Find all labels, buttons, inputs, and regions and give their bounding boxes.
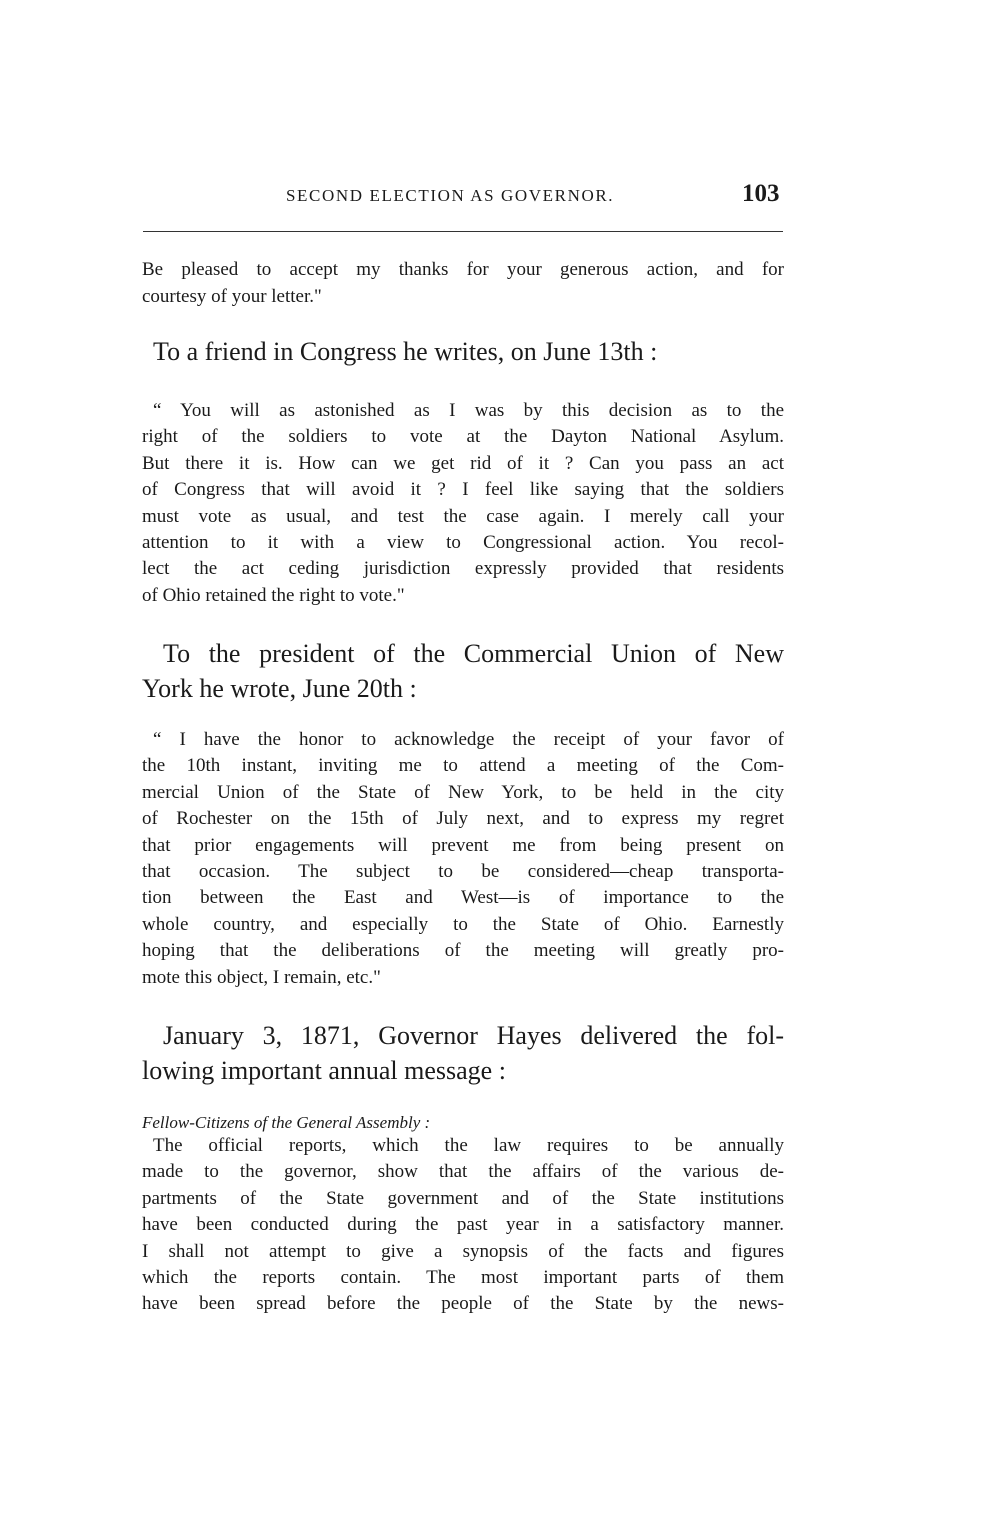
text-line: whole country, and especially to the State of Ohio. Earnestly — [142, 913, 784, 935]
heading-line: January 3, 1871, Governor Hayes delivered the fol- — [163, 1021, 784, 1050]
text-line: which the reports contain. The most important parts of them — [142, 1267, 784, 1288]
text-line: lect the act ceding jurisdiction expressly provided that residents — [142, 558, 784, 580]
text-line: must vote as usual, and test the case again. I merely call your — [142, 505, 784, 527]
text-line: mercial Union of the State of New York, to be held in the city — [142, 781, 784, 803]
text-line: I shall not attempt to give a synopsis of the facts and figures — [142, 1240, 784, 1262]
text-line: of Rochester on the 15th of July next, and to express my regret — [142, 808, 784, 830]
text-line: “ I have the honor to acknowledge the receipt of your favor of — [153, 729, 784, 750]
text-line: hoping that the deliberations of the meeting will greatly pro- — [142, 940, 784, 962]
salutation-line: Fellow-Citizens of the General Assembly : — [142, 1113, 431, 1132]
text-line: the 10th instant, inviting me to attend a meeting of the Com- — [142, 755, 784, 777]
text-line: attention to it with a view to Congressional action. You recol- — [142, 532, 784, 553]
text-line: The official reports, which the law requires to be annually — [153, 1135, 784, 1156]
heading-line: To the president of the Commercial Union of New — [163, 639, 784, 668]
text-line: of Ohio retained the right to vote." — [142, 584, 405, 606]
text-line: courtesy of your letter." — [142, 285, 322, 307]
text-line: “ You will as astonished as I was by this decision as to the — [153, 400, 784, 421]
text-line: But there it is. How can we get rid of it ? Can you pass an act — [142, 452, 784, 474]
header-rule — [143, 231, 783, 232]
running-head: SECOND ELECTION AS GOVERNOR. — [286, 186, 615, 205]
heading-line: York he wrote, June 20th : — [142, 674, 417, 703]
text-line: have been conducted during the past year in a satisfactory manner. — [142, 1214, 784, 1236]
heading-line: lowing important annual message : — [142, 1056, 506, 1085]
text-line: that prior engagements will prevent me from being present on — [142, 834, 784, 856]
text-line: that occasion. The subject to be considered—cheap transporta- — [142, 861, 784, 882]
text-line: made to the governor, show that the affairs of the various de- — [142, 1161, 784, 1183]
text-line: right of the soldiers to vote at the Dayton National Asylum. — [142, 426, 784, 448]
page-number: 103 — [742, 180, 780, 207]
text-line: mote this object, I remain, etc." — [142, 966, 381, 988]
text-line: Be pleased to accept my thanks for your generous action, and for — [142, 259, 784, 280]
text-line: of Congress that will avoid it ? I feel like saying that the soldiers — [142, 479, 784, 501]
heading-line: To a friend in Congress he writes, on June 13th : — [153, 337, 658, 366]
text-line: partments of the State government and of the State institutions — [142, 1187, 784, 1209]
text-line: have been spread before the people of the State by the news- — [142, 1293, 784, 1315]
text-line: tion between the East and West—is of importance to the — [142, 887, 784, 909]
